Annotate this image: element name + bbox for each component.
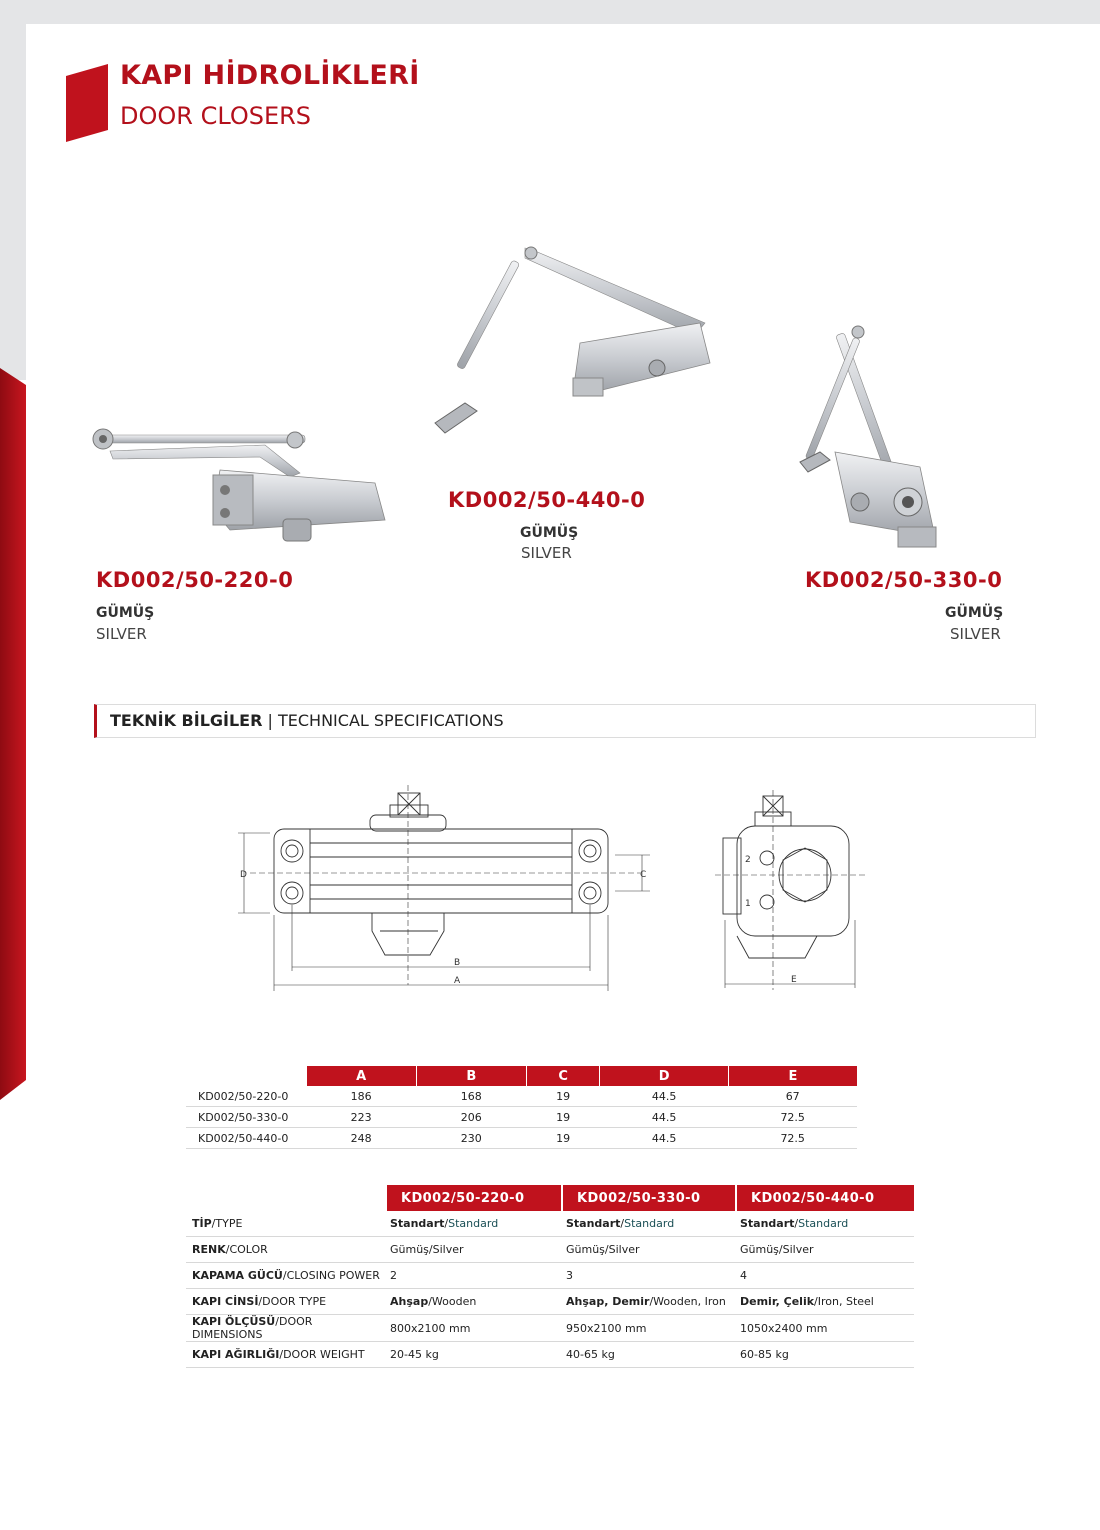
technical-drawing-front	[230, 785, 670, 995]
product-code-220: KD002/50-220-0	[96, 568, 294, 592]
spec-row-label: KAPI ÖLÇÜSÜ/DOOR DIMENSIONS	[186, 1315, 386, 1342]
table-row	[186, 1342, 914, 1368]
value-tr: Gümüş	[740, 1243, 779, 1256]
drawing-label-a: A	[454, 976, 461, 986]
drawing-label-d: D	[240, 870, 247, 880]
specifications-table	[186, 1185, 914, 1368]
dimensions-col-a: A	[306, 1066, 416, 1086]
value-tr: Ahşap, Demir	[566, 1295, 650, 1308]
table-row	[186, 1237, 914, 1263]
table-row	[186, 1289, 914, 1315]
value-tr: Standart	[390, 1217, 445, 1230]
label-en: DOOR TYPE	[262, 1295, 327, 1308]
page-subtitle: DOOR CLOSERS	[120, 102, 312, 130]
table-cell: 60-85 kg	[736, 1342, 914, 1368]
label-en: TYPE	[215, 1217, 243, 1230]
table-cell: 1050x2400 mm	[736, 1315, 914, 1342]
product-image-220	[85, 415, 395, 550]
dimensions-row-model: KD002/50-330-0	[186, 1107, 306, 1128]
table-cell: 2	[386, 1263, 562, 1289]
table-cell: 19	[526, 1107, 599, 1128]
dimensions-header-blank	[186, 1066, 306, 1086]
value-tr: Ahşap	[390, 1295, 429, 1308]
spec-row-label: KAPI AĞIRLIĞI/DOOR WEIGHT	[186, 1342, 386, 1368]
table-cell: Ahşap, Demir/Wooden, Iron	[562, 1289, 736, 1315]
value-tr: Gümüş	[390, 1243, 429, 1256]
spec-row-label: KAPI CİNSİ/DOOR TYPE	[186, 1289, 386, 1315]
dimensions-row-model: KD002/50-220-0	[186, 1086, 306, 1107]
value-en: Standard	[624, 1217, 675, 1230]
label-tr: KAPI AĞIRLIĞI	[192, 1348, 280, 1361]
table-cell: 186	[306, 1086, 416, 1107]
label-en: CLOSING POWER	[286, 1269, 380, 1282]
value-tr: Gümüş	[566, 1243, 605, 1256]
table-row	[186, 1107, 857, 1128]
dimensions-col-c: C	[526, 1066, 599, 1086]
drawing-label-b: B	[454, 958, 461, 968]
table-row	[186, 1315, 914, 1342]
dimensions-table-header	[186, 1066, 857, 1086]
dimensions-col-d: D	[600, 1066, 729, 1086]
product-color-en-330: SILVER	[950, 625, 1001, 643]
table-row	[186, 1128, 857, 1149]
product-image-440	[425, 243, 725, 438]
product-color-en-440: SILVER	[521, 544, 572, 562]
table-cell: 44.5	[600, 1086, 729, 1107]
table-cell: 800x2100 mm	[386, 1315, 562, 1342]
specs-title-en: TECHNICAL SPECIFICATIONS	[278, 711, 504, 730]
drawing-label-e: E	[791, 975, 797, 985]
table-cell: 40-65 kg	[562, 1342, 736, 1368]
dimensions-col-e: E	[728, 1066, 857, 1086]
label-tr: KAPI ÖLÇÜSÜ	[192, 1315, 276, 1328]
label-tr: TİP	[192, 1217, 212, 1230]
table-cell: 19	[526, 1086, 599, 1107]
table-cell: 206	[416, 1107, 526, 1128]
table-row	[186, 1263, 914, 1289]
spec-row-label: TİP/TYPE	[186, 1211, 386, 1237]
spec-col-model-330: KD002/50-330-0	[562, 1185, 736, 1211]
value-en: Wooden, Iron	[653, 1295, 726, 1308]
table-cell: 44.5	[600, 1128, 729, 1149]
specs-title-separator: |	[262, 711, 278, 730]
table-cell: 248	[306, 1128, 416, 1149]
drawing-label-c: C	[640, 870, 647, 880]
product-code-440: KD002/50-440-0	[448, 488, 646, 512]
top-band	[0, 0, 1100, 24]
label-en: DOOR WEIGHT	[283, 1348, 365, 1361]
value-tr: Demir, Çelik	[740, 1295, 815, 1308]
table-cell: 230	[416, 1128, 526, 1149]
product-code-330: KD002/50-330-0	[805, 568, 1003, 592]
spec-col-model-440: KD002/50-440-0	[736, 1185, 914, 1211]
technical-drawing-side	[715, 790, 865, 990]
table-cell: Ahşap/Wooden	[386, 1289, 562, 1315]
table-cell: Gümüş/Silver	[736, 1237, 914, 1263]
page-title: KAPI HİDROLİKLERİ	[120, 60, 420, 91]
value-en: Standard	[448, 1217, 499, 1230]
value-tr: Standart	[740, 1217, 795, 1230]
product-color-tr-220: GÜMÜŞ	[96, 605, 155, 621]
table-cell: 950x2100 mm	[562, 1315, 736, 1342]
table-row	[186, 1086, 857, 1107]
specifications-header-blank	[186, 1185, 386, 1211]
value-en: Silver	[608, 1243, 640, 1256]
drawing-label-2: 2	[745, 855, 751, 865]
specifications-table-header	[186, 1185, 914, 1211]
table-cell: 72.5	[728, 1128, 857, 1149]
table-cell: 19	[526, 1128, 599, 1149]
table-row	[186, 1211, 914, 1237]
table-cell: 44.5	[600, 1107, 729, 1128]
value-en: Standard	[798, 1217, 849, 1230]
table-cell: 67	[728, 1086, 857, 1107]
table-cell: 4	[736, 1263, 914, 1289]
dimensions-col-b: B	[416, 1066, 526, 1086]
value-tr: Standart	[566, 1217, 621, 1230]
value-en: Wooden	[431, 1295, 477, 1308]
specs-title-tr: TEKNİK BİLGİLER	[110, 711, 263, 730]
left-side-band	[0, 0, 26, 1530]
product-image-330	[790, 322, 950, 557]
label-tr: KAPI CİNSİ	[192, 1295, 259, 1308]
value-en: Silver	[782, 1243, 814, 1256]
table-cell: Standart/Standard	[562, 1211, 736, 1237]
table-cell: 3	[562, 1263, 736, 1289]
header-accent-shape	[66, 64, 108, 142]
table-cell: 223	[306, 1107, 416, 1128]
label-tr: RENK	[192, 1243, 226, 1256]
table-cell: 20-45 kg	[386, 1342, 562, 1368]
value-en: Iron, Steel	[817, 1295, 874, 1308]
spec-col-model-220: KD002/50-220-0	[386, 1185, 562, 1211]
dimensions-table	[186, 1066, 857, 1149]
label-en: COLOR	[229, 1243, 268, 1256]
table-cell: Standart/Standard	[736, 1211, 914, 1237]
specs-section-title	[110, 711, 504, 730]
table-cell: Gümüş/Silver	[386, 1237, 562, 1263]
spec-row-label: RENK/COLOR	[186, 1237, 386, 1263]
product-color-en-220: SILVER	[96, 625, 147, 643]
dimensions-row-model: KD002/50-440-0	[186, 1128, 306, 1149]
table-cell: Gümüş/Silver	[562, 1237, 736, 1263]
value-en: Silver	[432, 1243, 464, 1256]
label-tr: KAPAMA GÜCÜ	[192, 1269, 283, 1282]
drawing-label-1: 1	[745, 899, 751, 909]
table-cell: 72.5	[728, 1107, 857, 1128]
spec-row-label: KAPAMA GÜCÜ/CLOSING POWER	[186, 1263, 386, 1289]
table-cell: Standart/Standard	[386, 1211, 562, 1237]
label-en: DOOR DIMENSIONS	[192, 1315, 313, 1341]
table-cell: Demir, Çelik/Iron, Steel	[736, 1289, 914, 1315]
product-color-tr-330: GÜMÜŞ	[945, 605, 1004, 621]
product-color-tr-440: GÜMÜŞ	[520, 525, 579, 541]
table-cell: 168	[416, 1086, 526, 1107]
